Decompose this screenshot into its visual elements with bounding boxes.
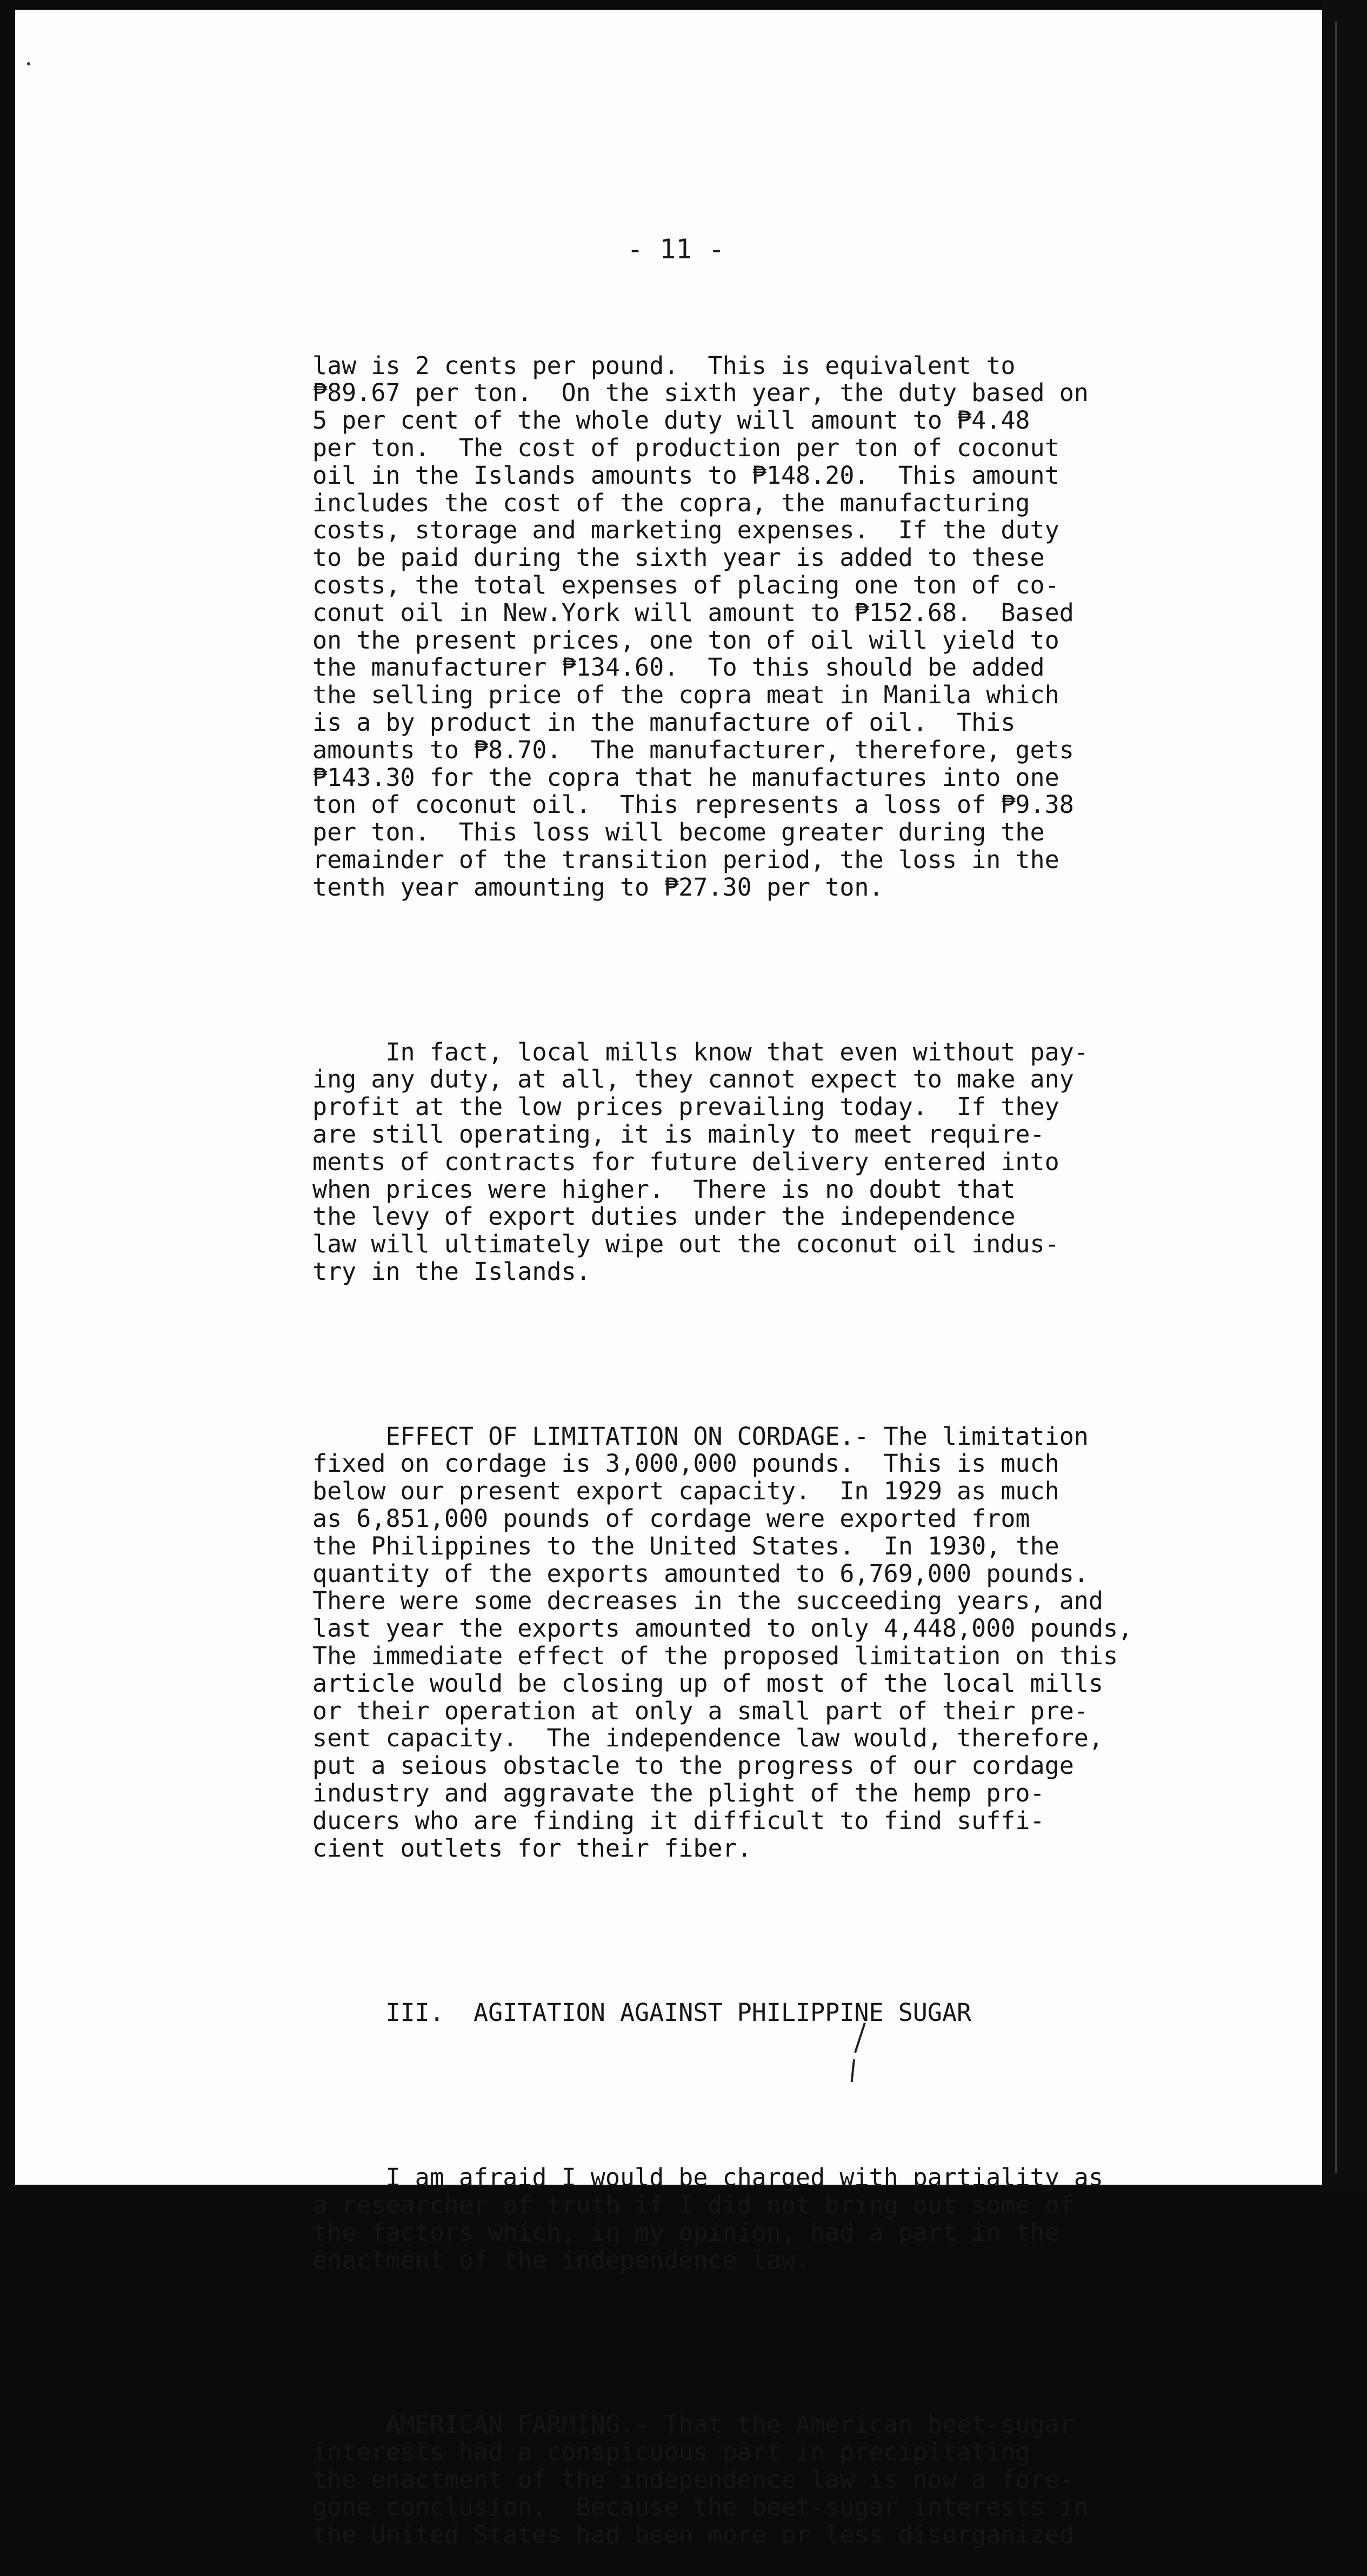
text-line: try in the Islands. bbox=[312, 1257, 591, 1286]
text-line: EFFECT OF LIMITATION ON CORDAGE.- The limitation bbox=[312, 1422, 1089, 1451]
text-line: conut oil in New.York will amount to ₱152.68. Based bbox=[312, 598, 1074, 627]
text-line: AMERICAN FARMING.- That the American beet-sugar bbox=[312, 2410, 1074, 2439]
text-line: law will ultimately wipe out the coconut oil indus- bbox=[312, 1230, 1059, 1259]
text-line: remainder of the transition period, the loss in the bbox=[312, 845, 1059, 874]
text-line: industry and aggravate the plight of the hemp pro- bbox=[312, 1779, 1045, 1808]
text-line: ments of contracts for future delivery entered into bbox=[312, 1147, 1059, 1176]
text-line: per ton. This loss will become greater during the bbox=[312, 818, 1045, 847]
text-line: ton of coconut oil. This represents a loss of ₱9.38 bbox=[312, 790, 1074, 819]
text-line: cient outlets for their fiber. bbox=[312, 1833, 752, 1863]
body-text bbox=[312, 297, 1132, 2576]
section-heading bbox=[312, 1999, 1132, 2027]
paragraph-local-mills bbox=[312, 1039, 1132, 1286]
text-line: oil in the Islands amounts to ₱148.20. This amount bbox=[312, 461, 1059, 490]
text-line: are still operating, it is mainly to meet require- bbox=[312, 1119, 1045, 1149]
scan-speck bbox=[27, 62, 30, 65]
text-line: includes the cost of the copra, the manufacturing bbox=[312, 488, 1030, 517]
page-number: - 11 - bbox=[627, 233, 725, 265]
text-line: law is 2 cents per pound. This is equivalent to bbox=[312, 351, 1016, 380]
text-line: below our present export capacity. In 1929 as much bbox=[312, 1477, 1059, 1506]
text-line: enactment of the independence law. bbox=[312, 2245, 811, 2274]
text-line: interests had a conspicuous part in precipitating bbox=[312, 2438, 1030, 2467]
text-line: the United States had been more or less disorganized bbox=[312, 2520, 1074, 2549]
text-line: to be paid during the sixth year is added to these bbox=[312, 543, 1045, 572]
text-line: the Philippines to the United States. In 1930, the bbox=[312, 1531, 1059, 1560]
text-line: The immediate effect of the proposed limitation on this bbox=[312, 1641, 1118, 1671]
text-line: when prices were higher. There is no doubt that bbox=[312, 1174, 1016, 1204]
scan-border-line bbox=[1335, 22, 1337, 2173]
text-line: ₱143.30 for the copra that he manufactures into one bbox=[312, 763, 1059, 792]
paragraph-coconut-oil-costs bbox=[312, 352, 1132, 902]
text-line: sent capacity. The independence law would, therefore, bbox=[312, 1724, 1103, 1753]
text-line: costs, the total expenses of placing one ton of co- bbox=[312, 570, 1059, 599]
text-line: the factors which, in my opinion, had a part in the bbox=[312, 2218, 1059, 2247]
text-line: I am afraid I would be charged with partiality as bbox=[312, 2163, 1103, 2192]
text-line: last year the exports amounted to only 4,448,000 pounds, bbox=[312, 1614, 1133, 1643]
text-line: ₱89.67 per ton. On the sixth year, the duty based on bbox=[312, 378, 1089, 408]
text-line: put a seious obstacle to the progress of our cordage bbox=[312, 1751, 1074, 1780]
text-line: tenth year amounting to ₱27.30 per ton. bbox=[312, 872, 884, 902]
paragraph-cordage-limitation bbox=[312, 1423, 1132, 1863]
text-line: the enactment of the independence law is now a fore- bbox=[312, 2465, 1074, 2494]
text-line: ing any duty, at all, they cannot expect to make any bbox=[312, 1065, 1074, 1094]
text-line: profit at the low prices prevailing today. If they bbox=[312, 1092, 1059, 1122]
text-line: a researcher of truth if I did not bring out some of bbox=[312, 2190, 1074, 2219]
text-line: article would be closing up of most of the local mills bbox=[312, 1669, 1103, 1698]
text-line: quantity of the exports amounted to 6,769,000 pounds. bbox=[312, 1559, 1089, 1588]
text-line: ducers who are finding it difficult to find suffi- bbox=[312, 1806, 1045, 1835]
text-line: per ton. The cost of production per ton of coconut bbox=[312, 433, 1059, 462]
text-line: is a by product in the manufacture of oil. This bbox=[312, 708, 1016, 737]
text-line: the selling price of the copra meat in Manila which bbox=[312, 680, 1059, 710]
text-line: III. AGITATION AGAINST PHILIPPINE SUGAR bbox=[312, 1998, 972, 2027]
text-line: amounts to ₱8.70. The manufacturer, therefore, gets bbox=[312, 735, 1074, 764]
text-line: costs, storage and marketing expenses. If the duty bbox=[312, 516, 1059, 545]
paragraph-american-farming bbox=[312, 2411, 1132, 2548]
paragraph-partiality bbox=[312, 2164, 1132, 2274]
text-line: 5 per cent of the whole duty will amount to ₱4.48 bbox=[312, 406, 1030, 435]
text-line: the manufacturer ₱134.60. To this should be added bbox=[312, 653, 1045, 682]
text-line: the levy of export duties under the independence bbox=[312, 1202, 1016, 1231]
text-line: fixed on cordage is 3,000,000 pounds. This is much bbox=[312, 1449, 1059, 1478]
scan-border bbox=[1322, 0, 1367, 2194]
text-line: or their operation at only a small part of their pre- bbox=[312, 1696, 1089, 1725]
text-line: gone conclusion. Because the beet-sugar interests in bbox=[312, 2492, 1089, 2521]
text-line: In fact, local mills know that even without pay- bbox=[312, 1037, 1089, 1066]
text-line: on the present prices, one ton of oil will yield to bbox=[312, 625, 1059, 655]
text-line: There were some decreases in the succeeding years, and bbox=[312, 1586, 1103, 1616]
text-line: as 6,851,000 pounds of cordage were exported from bbox=[312, 1504, 1030, 1533]
